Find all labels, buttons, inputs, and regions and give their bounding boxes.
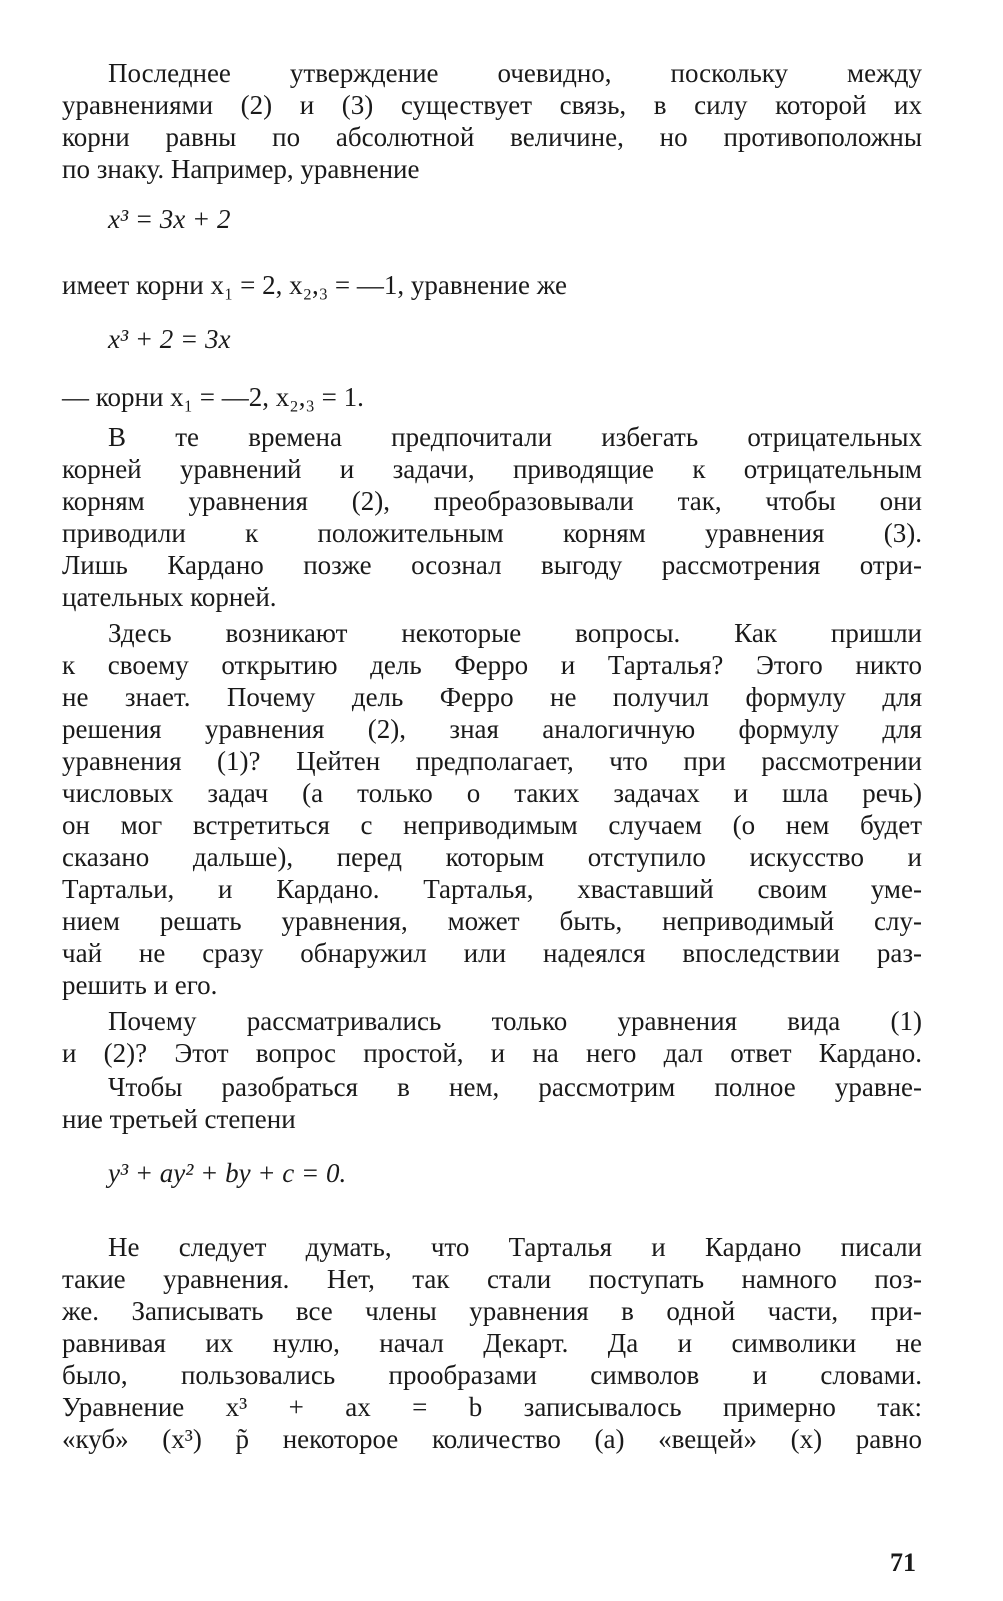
text-line: — корни x₁ = —2, x₂,₃ = 1. [62,382,364,412]
text-line: не знает. Почему дель Ферро не получил формулу для [62,682,922,712]
text-line: ние третьей степени [62,1104,296,1134]
text-line: Тартальи, и Кардано. Тарталья, хваставший своим уме- [62,874,922,904]
text-line: такие уравнения. Нет, так стали поступать намного поз- [62,1264,922,1294]
text-line: же. Записывать все члены уравнения в одной части, при- [62,1296,922,1326]
text-line: он мог встретиться с неприводимым случаем (о нем будет [62,810,922,840]
text-line: Здесь возникают некоторые вопросы. Как пришли [108,618,922,648]
equation: y³ + ay² + by + c = 0. [108,1158,347,1188]
equation: x³ = 3x + 2 [108,204,231,234]
text-line: сказано дальше), перед которым отступило искусство и [62,842,922,872]
text-line: решения уравнения (2), зная аналогичную формулу для [62,714,922,744]
text-line: решить и его. [62,970,218,1000]
text-line: к своему открытию дель Ферро и Тарталья? Этого никто [62,650,922,680]
text-line: Последнее утверждение очевидно, поскольку между [108,58,922,88]
text-line: Не следует думать, что Тарталья и Кардано писали [108,1232,922,1262]
text-line: уравнения (1)? Цейтен предполагает, что при рассмотрении [62,746,922,776]
text-line: цательных корней. [62,582,277,612]
text-line: В те времена предпочитали избегать отрицательных [108,422,922,452]
text-line: равнивая их нулю, начал Декарт. Да и символики не [62,1328,922,1358]
text-line: и (2)? Этот вопрос простой, и на него дал ответ Кардано. [62,1038,922,1068]
text-line: Чтобы разобраться в нем, рассмотрим полное уравне- [108,1072,922,1102]
text-line: корни равны по абсолютной величине, но противоположны [62,122,922,152]
text-line: числовых задач (а только о таких задачах и шла речь) [62,778,922,808]
text-line: корням уравнения (2), преобразовывали так, чтобы они [62,486,922,516]
text-line: Лишь Кардано позже осознал выгоду рассмотрения отри- [62,550,922,580]
text-line: корней уравнений и задачи, приводящие к отрицательным [62,454,922,484]
text-line: имеет корни x₁ = 2, x₂,₃ = —1, уравнение же [62,270,567,300]
text-line: нием решать уравнения, может быть, неприводимый слу- [62,906,922,936]
text-line: Уравнение x³ + ax = b записывалось примерно так: [62,1392,922,1422]
equation: x³ + 2 = 3x [108,324,231,354]
text-line: приводили к положительным корням уравнения (3). [62,518,922,548]
text-line: чай не сразу обнаружил или надеялся впоследствии раз- [62,938,922,968]
text-line: Почему рассматривались только уравнения вида (1) [108,1006,922,1036]
text-line: было, пользовались прообразами символов и словами. [62,1360,922,1390]
text-line: «куб» (x³) p̃ некоторое количество (a) «вещей» (x) равно [62,1424,922,1454]
text-line: уравнениями (2) и (3) существует связь, в силу которой их [62,90,922,120]
page-number: 71 [890,1548,916,1577]
text-line: по знаку. Например, уравнение [62,154,420,184]
